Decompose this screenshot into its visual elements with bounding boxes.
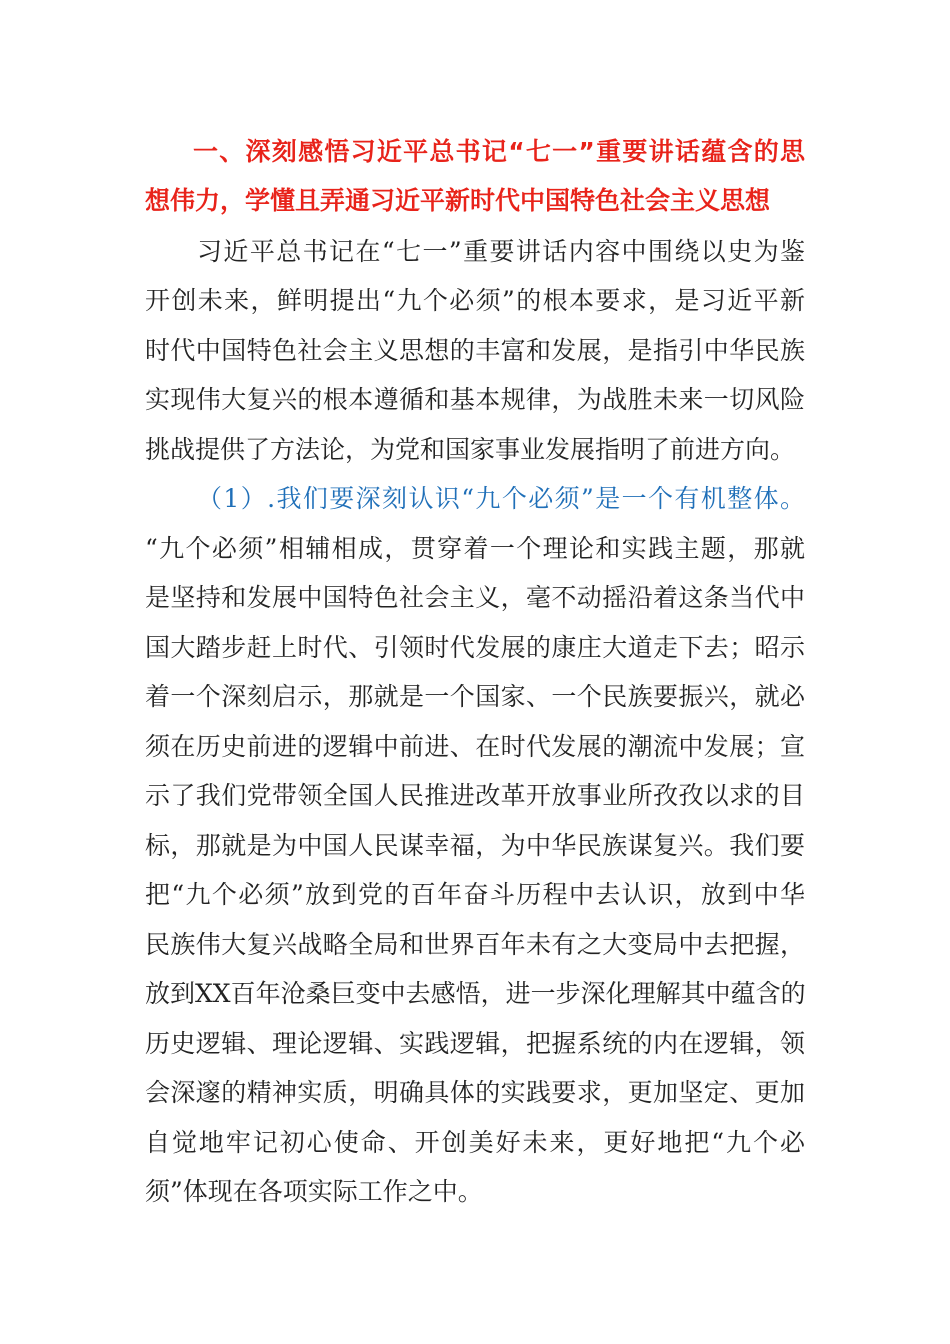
paragraph-2-line-1: “九个必须”相辅相成，贯穿着一个理论和实践主题，那就 <box>145 534 805 563</box>
paragraph-2-line-5: 须在历史前进的逻辑中前进、在时代发展的潮流中发展；宣 <box>145 732 805 761</box>
paragraph-2-line-4: 着一个深刻启示，那就是一个国家、一个民族要振兴，就必 <box>145 682 805 711</box>
paragraph-1-line-1: 习近平总书记在“七一”重要讲话内容中围绕以史为鉴 <box>197 237 805 266</box>
paragraph-2-line-7: 标，那就是为中国人民谋幸福，为中华民族谋复兴。我们要 <box>145 831 805 860</box>
paragraph-1-line-4: 实现伟大复兴的根本遵循和基本规律，为战胜未来一切风险 <box>145 385 805 414</box>
paragraph-1-line-2: 开创未来，鲜明提出“九个必须”的根本要求，是习近平新 <box>145 286 805 315</box>
paragraph-2-line-12: 会深邃的精神实质，明确具体的实践要求，更加坚定、更加 <box>145 1078 805 1107</box>
paragraph-1-line-5: 挑战提供了方法论，为党和国家事业发展指明了前进方向。 <box>145 435 796 464</box>
paragraph-2-line-10: 放到XX百年沧桑巨变中去感悟，进一步深化理解其中蕴含的 <box>145 979 806 1008</box>
paragraph-2-line-6: 示了我们党带领全国人民推进改革开放事业所孜孜以求的目 <box>145 781 805 810</box>
paragraph-2-line-13: 自觉地牢记初心使命、开创美好未来，更好地把“九个必 <box>145 1128 805 1157</box>
paragraph-1-line-3: 时代中国特色社会主义思想的丰富和发展，是指引中华民族 <box>145 336 805 365</box>
paragraph-2-line-14: 须”体现在各项实际工作之中。 <box>145 1177 483 1206</box>
paragraph-2-line-11: 历史逻辑、理论逻辑、实践逻辑，把握系统的内在逻辑，领 <box>145 1029 805 1058</box>
section-heading-line-2: 想伟力，学懂且弄通习近平新时代中国特色社会主义思想 <box>145 186 771 215</box>
paragraph-2-line-8: 把“九个必须”放到党的百年奋斗历程中去认识，放到中华 <box>145 880 805 909</box>
paragraph-2-line-3: 国大踏步赶上时代、引领时代发展的康庄大道走下去；昭示 <box>145 633 805 662</box>
paragraph-2-line-2: 是坚持和发展中国特色社会主义，毫不动摇沿着这条当代中 <box>145 583 805 612</box>
paragraph-2-line-9: 民族伟大复兴战略全局和世界百年未有之大变局中去把握， <box>145 930 805 959</box>
section-heading-line-1: 一、深刻感悟习近平总书记“七一”重要讲话蕴含的思 <box>193 137 805 166</box>
subsection-heading: （1）.我们要深刻认识“九个必须”是一个有机整体。 <box>197 484 805 513</box>
